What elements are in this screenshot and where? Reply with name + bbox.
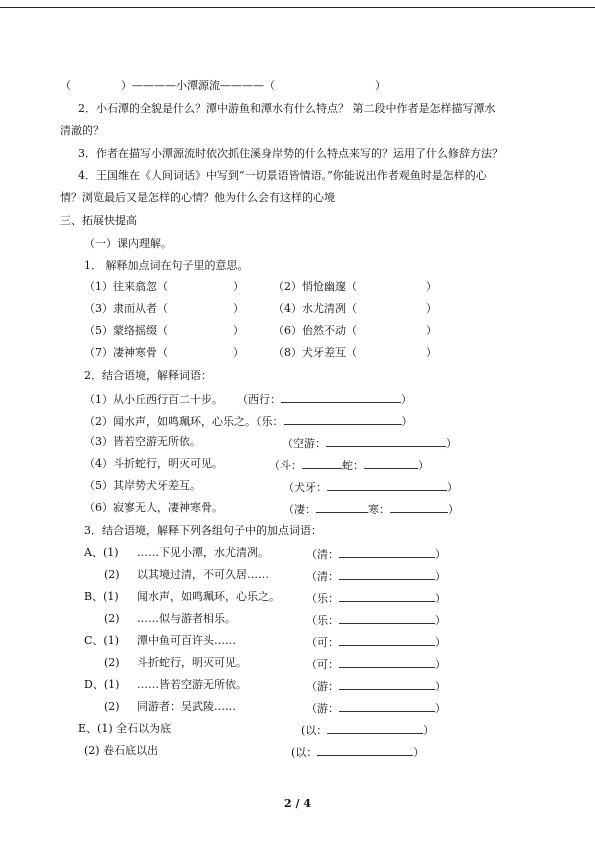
answer-blank[interactable] xyxy=(284,413,402,425)
e3-answer: （清： ） xyxy=(306,570,446,583)
e1-item-close: ） xyxy=(426,324,437,337)
e1-item-close: ） xyxy=(233,280,244,293)
e3-answer: (以： ） xyxy=(301,724,435,737)
subsection-1-heading: （一）课内理解。 xyxy=(84,237,172,250)
xiaotan-source-text: ）————小潭源流————（ xyxy=(121,79,275,92)
e2-row-2: （2）闻水声，如鸣珮环，心乐之。（乐： ） xyxy=(84,415,413,428)
e3-answer: （游： ） xyxy=(306,680,446,693)
e3-answer: （乐： ） xyxy=(306,614,446,627)
e1-item-close: ） xyxy=(426,280,437,293)
e3-sentence: 以其境过清，不可久居…… xyxy=(137,568,269,581)
e3-answer: （清： ） xyxy=(306,548,446,561)
e1-item-close: ） xyxy=(233,302,244,315)
e1-item: （7）凄神寒骨（ xyxy=(84,346,168,359)
e3-row-e1: E、(1) 全石以为底 xyxy=(78,722,172,735)
e3-sentence: ……皆若空游无所依。 xyxy=(137,678,247,691)
e3-label: (2) xyxy=(104,656,120,669)
e3-label: A、(1) xyxy=(84,546,119,559)
exercise-1-title: 1． 解释加点词在句子里的意思。 xyxy=(84,259,249,272)
answer-blank[interactable] xyxy=(281,391,401,403)
answer-blank[interactable] xyxy=(316,501,368,513)
e2-row-1: （1）从小丘西行百二十步。 （西行： ） xyxy=(84,393,412,406)
e2-row-3-answer: （空游： ） xyxy=(282,437,457,450)
e1-item-close: ） xyxy=(233,324,244,337)
e1-item: （8）犬牙差互（ xyxy=(273,346,357,359)
e3-answer: (以： ） xyxy=(291,746,425,759)
answer-blank[interactable] xyxy=(390,501,448,513)
e3-label: (2) xyxy=(104,612,120,625)
e1-item: （5）蒙络摇缀（ xyxy=(84,324,168,337)
e1-item-close: ） xyxy=(426,346,437,359)
answer-blank[interactable] xyxy=(339,612,435,624)
exercise-2-title: 2．结合语境，解释词语： xyxy=(84,369,212,382)
answer-blank[interactable] xyxy=(364,457,418,469)
e2-row-4: （4）斗折蛇行，明灭可见。 xyxy=(84,457,223,470)
e3-sentence: ……似与游者相乐。 xyxy=(137,612,236,625)
e2-row-5: （5）其岸势犬牙差互。 xyxy=(84,479,201,492)
e3-sentence: 潭中鱼可百许头…… xyxy=(137,634,236,647)
question-2-line1: 2．小石潭的全貌是什么？潭中游鱼和潭水有什么特点？ 第二段中作者是怎样描写潭水 xyxy=(78,102,496,115)
answer-blank[interactable] xyxy=(326,435,446,447)
e3-sentence: 斗折蛇行，明灭可见。 xyxy=(137,656,247,669)
e3-row-e2: (2) 卷石底以出 xyxy=(84,744,159,757)
e1-item: （6）佁然不动（ xyxy=(273,324,357,337)
e1-item: （1）往来翕忽（ xyxy=(84,280,168,293)
e2-row-3: （3）皆若空游无所依。 xyxy=(84,435,201,448)
header-rule xyxy=(0,7,595,8)
e3-label: (2) xyxy=(104,568,120,581)
blank-line-1 xyxy=(60,79,386,93)
answer-blank[interactable] xyxy=(339,700,435,712)
answer-blank[interactable] xyxy=(339,678,435,690)
answer-blank[interactable] xyxy=(327,722,423,734)
paren-close: ） xyxy=(375,79,386,92)
e1-item: （3）隶而从者（ xyxy=(84,302,168,315)
answer-blank[interactable] xyxy=(339,546,435,558)
e3-answer: （游： ） xyxy=(306,702,446,715)
e2-row-6-answer: （凄： 寒： ） xyxy=(283,503,459,516)
e3-sentence: 同游者：吴武陵…… xyxy=(137,700,236,713)
e3-label: D、(1) xyxy=(84,678,120,691)
answer-blank[interactable] xyxy=(327,479,447,491)
e1-item-close: ） xyxy=(233,346,244,359)
answer-blank[interactable] xyxy=(339,656,435,668)
e3-answer: （可： ） xyxy=(306,658,446,671)
e3-answer: （可： ） xyxy=(306,636,446,649)
answer-blank[interactable] xyxy=(339,568,435,580)
e3-label: C、(1) xyxy=(84,634,119,647)
page-number: 2 / 4 xyxy=(284,797,311,810)
e1-item: （4）水尤清冽（ xyxy=(273,302,357,315)
e2-row-5-answer: （犬牙： ） xyxy=(283,481,458,494)
e3-answer: （乐： ） xyxy=(306,592,446,605)
question-4-line1: 4．王国维在《人间词话》中写到“一切景语皆情语。”你能说出作者观鱼时是怎样的心 xyxy=(78,169,487,182)
e3-sentence: 闻水声，如鸣珮环，心乐之。 xyxy=(137,590,280,603)
e1-item-close: ） xyxy=(426,302,437,315)
e2-row-4-answer: （斗： 蛇： ） xyxy=(269,459,429,472)
question-2-line2: 清澈的？ xyxy=(60,124,104,137)
answer-blank[interactable] xyxy=(339,590,435,602)
e3-label: B、(1) xyxy=(84,590,119,603)
e3-sentence: ……下见小潭，水尤清冽。 xyxy=(137,546,269,559)
exercise-3-title: 3．结合语境，解释下列各组句子中的加点词语： xyxy=(84,524,322,537)
question-3: 3．作者在描写小潭源流时依次抓住溪身岸势的什么特点来写的？运用了什么修辞方法？ xyxy=(78,147,503,160)
e3-label: (2) xyxy=(104,700,120,713)
question-4-line2: 情？浏览最后又是怎样的心情？他为什么会有这样的心境 xyxy=(60,191,335,204)
e2-row-6: （6）寂寥无人，凄神寒骨。 xyxy=(84,501,223,514)
paren-open: （ xyxy=(60,79,71,92)
answer-blank[interactable] xyxy=(302,457,342,469)
answer-blank[interactable] xyxy=(339,634,435,646)
e1-item: （2）悄怆幽邃（ xyxy=(273,280,357,293)
answer-blank[interactable] xyxy=(317,744,413,756)
section-3-heading: 三、拓展快提高 xyxy=(60,214,137,227)
